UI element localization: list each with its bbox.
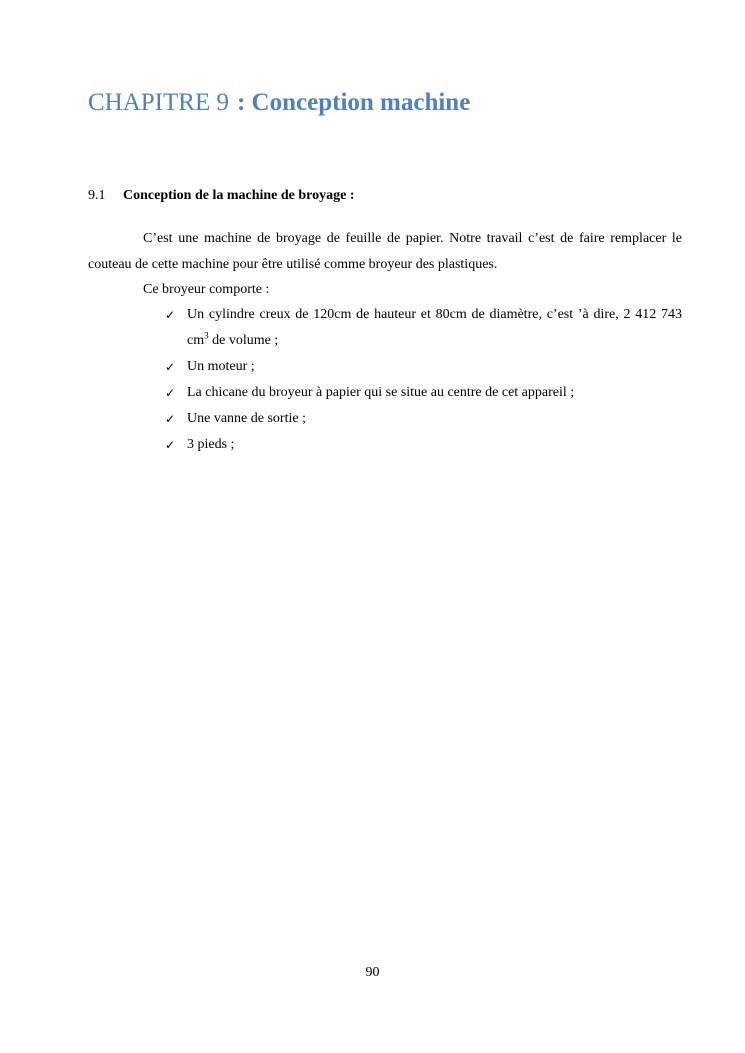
- list-item: [165, 406, 682, 432]
- page-number: 90: [365, 965, 380, 980]
- section-number: 9.1: [88, 188, 106, 203]
- list-item: [165, 302, 682, 354]
- list-item-text: Un moteur ;: [187, 359, 255, 374]
- list-item: [165, 380, 682, 406]
- section-title: Conception de la machine de broyage :: [123, 188, 355, 203]
- components-list: [165, 302, 682, 458]
- section-heading: [88, 187, 355, 205]
- check-mark-icon: ✓: [165, 360, 176, 374]
- superscript: 3: [204, 330, 209, 341]
- list-item: [165, 432, 682, 458]
- intro-paragraph: C’est une machine de broyage de feuille de papier. Notre travail c’est de faire remplacer le couteau de cette machine pour être utilisé comme broyeur des plastiques.: [88, 231, 682, 272]
- chapter-name: : Conception machine: [236, 89, 471, 116]
- check-mark-icon: ✓: [165, 386, 176, 400]
- chapter-label: CHAPITRE 9: [88, 89, 229, 116]
- list-item: [165, 354, 682, 380]
- list-intro-paragraph: Ce broyeur comporte :: [143, 282, 270, 297]
- chapter-title: [88, 86, 470, 120]
- list-item-text: Une vanne de sortie ;: [187, 411, 306, 426]
- list-item-text: La chicane du broyeur à papier qui se situe au centre de cet appareil ;: [187, 385, 575, 400]
- list-item-text: 3 pieds ;: [187, 437, 235, 452]
- list-item-text: Un cylindre creux de 120cm de hauteur et 80cm de diamètre, c’est ’à dire, 2 412 743 $cm^3$ de volume ;: [187, 307, 682, 348]
- check-mark-icon: ✓: [165, 438, 176, 452]
- check-mark-icon: ✓: [165, 308, 176, 322]
- check-mark-icon: ✓: [165, 412, 176, 426]
